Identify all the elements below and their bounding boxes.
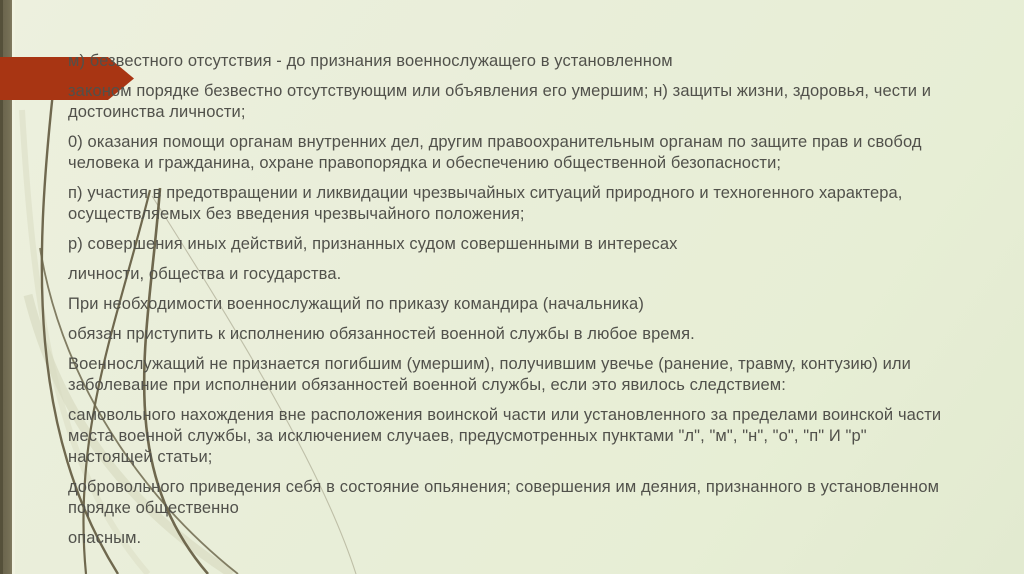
paragraph-opasnym: опасным.: [68, 529, 142, 547]
paragraph-pri-neobhodimosti: При необходимости военнослужащий по приказу командира (начальника): [68, 295, 644, 313]
paragraph-dobrovolnogo: добровольного приведения себя в состояние опьянения; совершения им деяния, признанного в установленном порядке общественно: [68, 478, 940, 517]
paragraph-o: 0) оказания помощи органам внутренних дел, другим правоохранительным органам по защите прав и свобод человека и гражданина, охране правопорядка и обеспечению общественной безопасности;: [68, 133, 922, 172]
slide-body-text: [68, 51, 956, 558]
paragraph-p: п) участия в предотвращении и ликвидации чрезвычайных ситуаций природного и техногенного характера, осуществляемых без введения чрезвычайного положения;: [68, 184, 903, 223]
paragraph-voennosluzhashchiy: Военнослужащий не признается погибшим (умершим), получившим увечье (ранение, травму, контузию) или заболевание при исполнении обязанностей военной службы, если это явилось следствием:: [68, 355, 911, 394]
paragraph-zakonom: законом порядке безвестно отсутствующим или объявления его умершим; н) защиты жизни, здоровья, чести и достоинства личности;: [68, 82, 932, 121]
paragraph-lichnosti: личности, общества и государства.: [68, 265, 342, 283]
paragraph-samovolnogo: самовольного нахождения вне расположения воинской части или установленного за пределами воинской части места военной службы, за исключением случаев, предусмотренных пунктами "л", "м", "н", "о", "п" И "р" настоящей статьи;: [68, 406, 942, 466]
paragraph-obyazan: обязан приступить к исполнению обязанностей военной службы в любое время.: [68, 325, 695, 343]
paragraph-r: р) совершения иных действий, признанных судом совершенными в интересах: [68, 235, 678, 253]
paragraph-m: м) безвестного отсутствия - до признания военнослужащего в установленном: [68, 52, 673, 70]
